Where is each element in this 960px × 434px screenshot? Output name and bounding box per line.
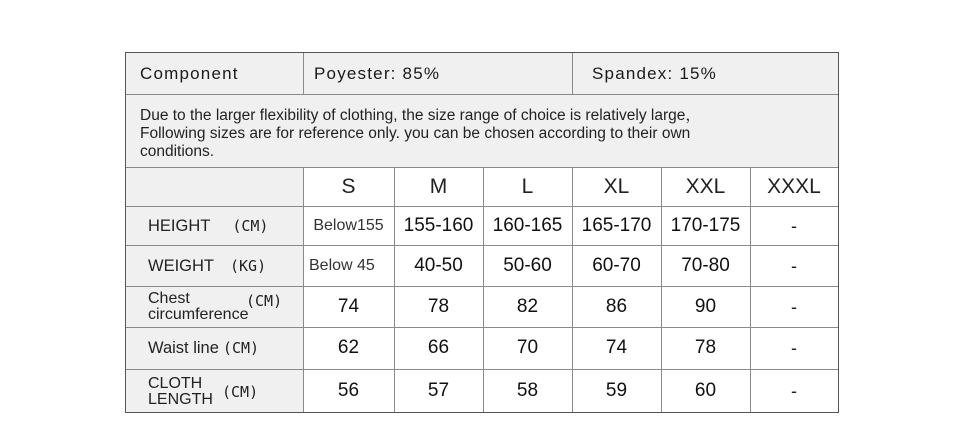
cloth-length-s: 56 <box>337 380 360 401</box>
cloth-length-xxl: 60 <box>694 380 717 401</box>
component-row <box>126 53 838 94</box>
chest-label <box>126 287 303 327</box>
cloth-length-l: 58 <box>516 380 539 401</box>
cloth-length-xl: 59 <box>605 380 628 401</box>
waist-xl: 74 <box>605 337 628 358</box>
chest-m: 78 <box>427 296 450 317</box>
weight-xxl: 70-80 <box>681 255 730 276</box>
weight-unit: (KG) <box>230 257 267 275</box>
chest-xxxl: - <box>791 296 797 317</box>
cloth-length-label-line-1: CLOTH <box>148 375 203 392</box>
height-label: HEIGHT (CM) <box>148 216 269 235</box>
cloth-length-label-line-2: LENGTH <box>148 391 213 408</box>
weight-l: 50-60 <box>503 255 552 276</box>
spandex-content: Spandex: 15% <box>592 63 717 83</box>
weight-xxxl: - <box>791 255 797 276</box>
cloth-length-m: 57 <box>427 380 450 401</box>
chest-s: 74 <box>337 296 360 317</box>
waist-xxxl: - <box>791 337 797 358</box>
waist-s: 62 <box>337 337 360 358</box>
weight-label: WEIGHT (KG) <box>148 256 267 275</box>
size-header-l: L <box>521 175 534 198</box>
sizing-note-line-3: conditions. <box>140 143 215 160</box>
height-xxl: 170-175 <box>670 215 741 236</box>
size-header-s: S <box>341 175 356 198</box>
size-header-xxl: XXL <box>685 175 726 198</box>
waist-label: Waist line (CM) <box>148 338 260 357</box>
sizing-note-line-2: Following sizes are for reference only. you can be chosen according to their own <box>140 125 691 142</box>
weight-xl: 60-70 <box>592 255 641 276</box>
weight-s: Below 45 <box>309 257 375 274</box>
waist-unit: (CM) <box>222 339 260 357</box>
cloth-length-label <box>126 370 303 412</box>
sizing-note-line-1: Due to the larger flexibility of clothing, the size range of choice is relatively large， <box>140 107 701 124</box>
height-unit: (CM) <box>232 217 269 235</box>
weight-row <box>126 246 838 286</box>
weight-m: 40-50 <box>414 255 463 276</box>
size-header-row <box>126 168 838 206</box>
size-header-xl: XL <box>603 175 630 198</box>
waist-l: 70 <box>516 337 539 358</box>
cloth-length-xxxl: - <box>791 380 797 401</box>
height-xxxl: - <box>791 215 797 236</box>
cloth-length-row <box>126 370 838 412</box>
size-header-m: M <box>429 175 448 198</box>
chest-label-line-2: circumference <box>148 306 249 323</box>
waist-m: 66 <box>427 337 450 358</box>
size-chart-table <box>125 52 839 413</box>
height-l: 160-165 <box>492 215 563 236</box>
cloth-length-unit: (CM) <box>222 383 259 401</box>
chest-unit: (CM) <box>246 292 283 310</box>
chest-row <box>126 287 838 327</box>
chest-l: 82 <box>516 296 539 317</box>
sizing-note <box>140 107 830 161</box>
height-row <box>126 207 838 245</box>
waist-xxl: 78 <box>694 337 717 358</box>
height-m: 155-160 <box>403 215 474 236</box>
waist-row <box>126 328 838 368</box>
chest-label-line-1: Chest <box>148 290 190 307</box>
height-xl: 165-170 <box>581 215 652 236</box>
chest-xxl: 90 <box>694 296 717 317</box>
height-s: Below155 <box>313 217 384 234</box>
chest-xl: 86 <box>605 296 628 317</box>
component-label: Component <box>140 63 239 83</box>
polyester-content: Poyester: 85% <box>314 63 441 83</box>
size-header-xxxl: XXXL <box>767 175 821 198</box>
